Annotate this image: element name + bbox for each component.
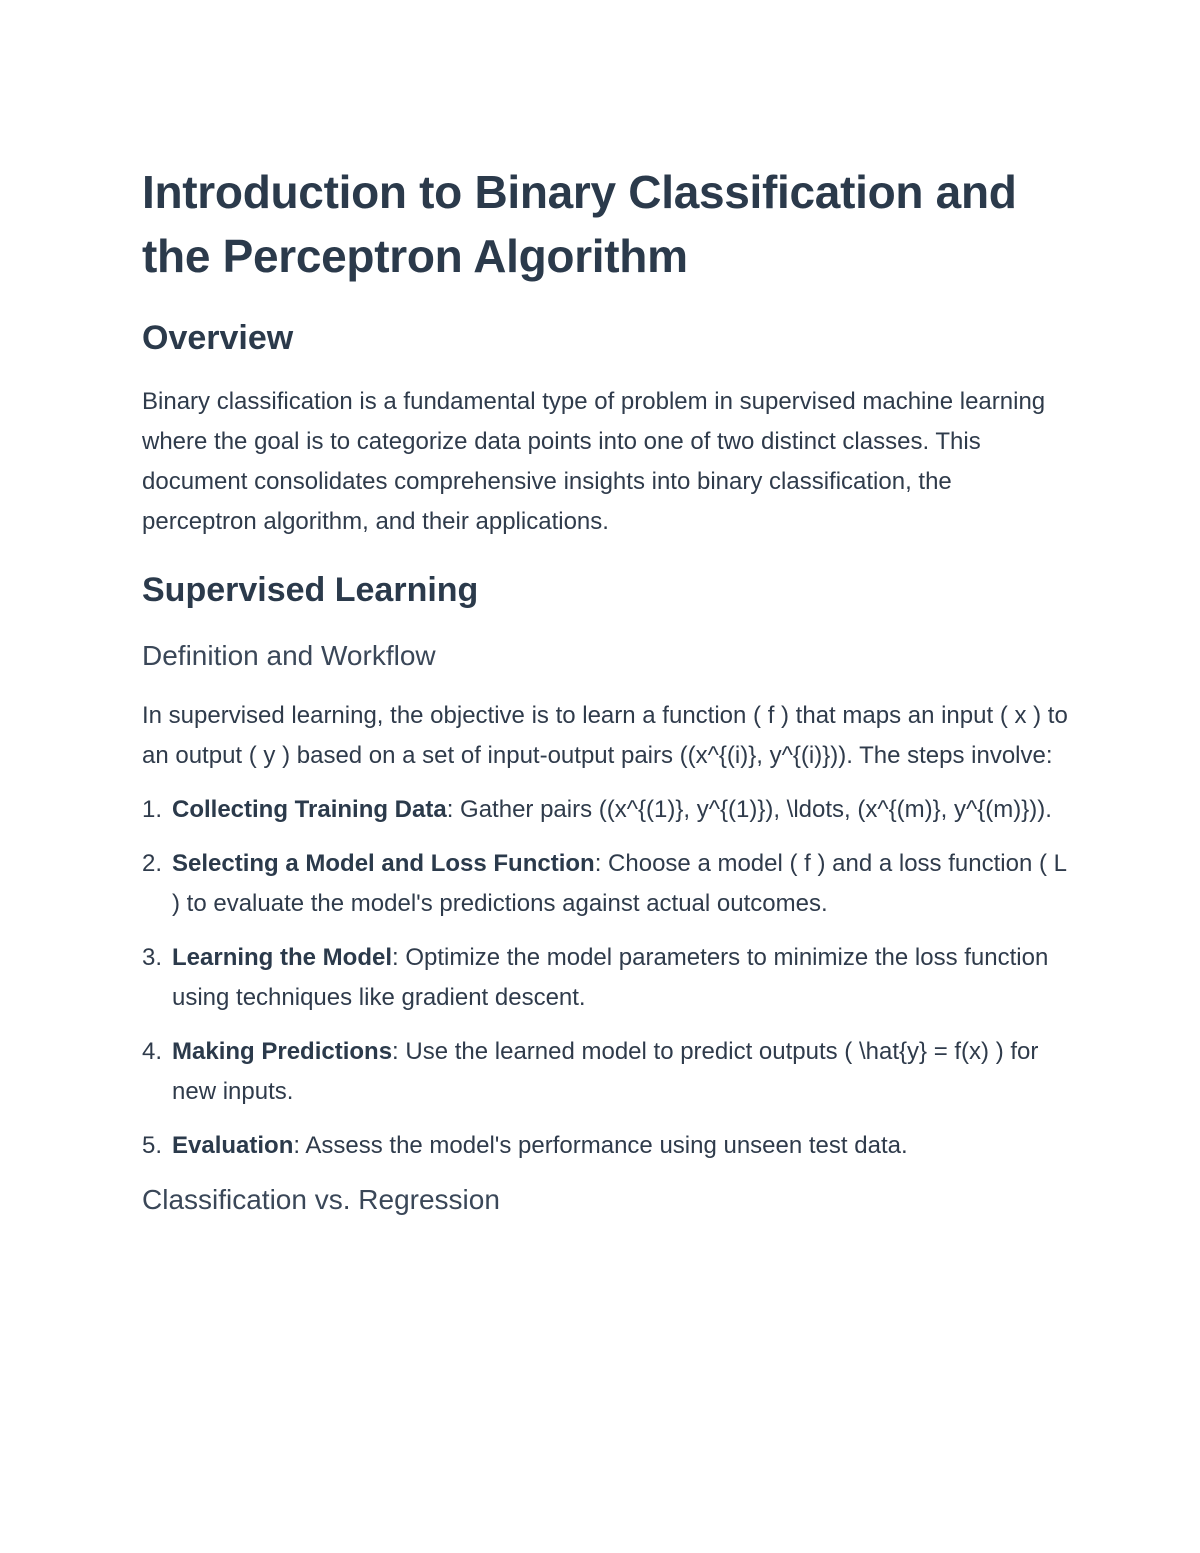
classification-vs-regression-heading: Classification vs. Regression <box>142 1184 500 1215</box>
list-item-number: 4. <box>142 1038 163 1065</box>
list-item-number: 2. <box>142 850 163 877</box>
document-title: Introduction to Binary Classification and the Perceptron Algorithm <box>142 166 1017 282</box>
list-item-text: : Gather pairs ((x^{(1)}, y^{(1)}), \ldots, (x^{(m)}, y^{(m)})). <box>446 796 1052 823</box>
list-item <box>142 1126 1072 1166</box>
document-page <box>142 160 1072 1220</box>
list-item-term: Making Predictions <box>172 1038 393 1065</box>
list-item-text: : Choose a model ( f ) and a loss function ( L ) to evaluate the model's predictions against actual outcomes. <box>172 850 1067 917</box>
list-item-number: 5. <box>142 1132 163 1159</box>
list-item-number: 1. <box>142 796 163 823</box>
overview-heading: Overview <box>142 319 294 357</box>
list-item-term: Learning the Model <box>172 944 393 971</box>
list-item-text: : Assess the model's performance using unseen test data. <box>293 1132 908 1159</box>
list-item <box>142 1032 1072 1112</box>
list-item-number: 3. <box>142 944 163 971</box>
list-item-term: Evaluation <box>172 1132 294 1159</box>
overview-paragraph: Binary classification is a fundamental type of problem in supervised machine learning where the goal is to categorize data points into one of two distinct classes. This document consolidates comprehensive insights into binary classification, the perceptron algorithm, and their applications. <box>142 388 1046 535</box>
workflow-steps-list <box>142 790 1072 1166</box>
definition-workflow-heading: Definition and Workflow <box>142 640 436 671</box>
list-item <box>142 790 1072 830</box>
list-item-text: : Use the learned model to predict outputs ( \hat{y} = f(x) ) for new inputs. <box>172 1038 1039 1105</box>
list-item <box>142 938 1072 1018</box>
supervised-learning-heading: Supervised Learning <box>142 571 479 609</box>
list-item-term: Collecting Training Data <box>172 796 447 823</box>
list-item-term: Selecting a Model and Loss Function <box>172 850 595 877</box>
list-item <box>142 844 1072 924</box>
supervised-learning-paragraph: In supervised learning, the objective is to learn a function ( f ) that maps an input ( x ) to an output ( y ) based on a set of input-output pairs ((x^{(i)}, y^{(i)})). The steps involve: <box>142 702 1068 769</box>
list-item-text: : Optimize the model parameters to minimize the loss function using techniques like gradient descent. <box>172 944 1049 1011</box>
